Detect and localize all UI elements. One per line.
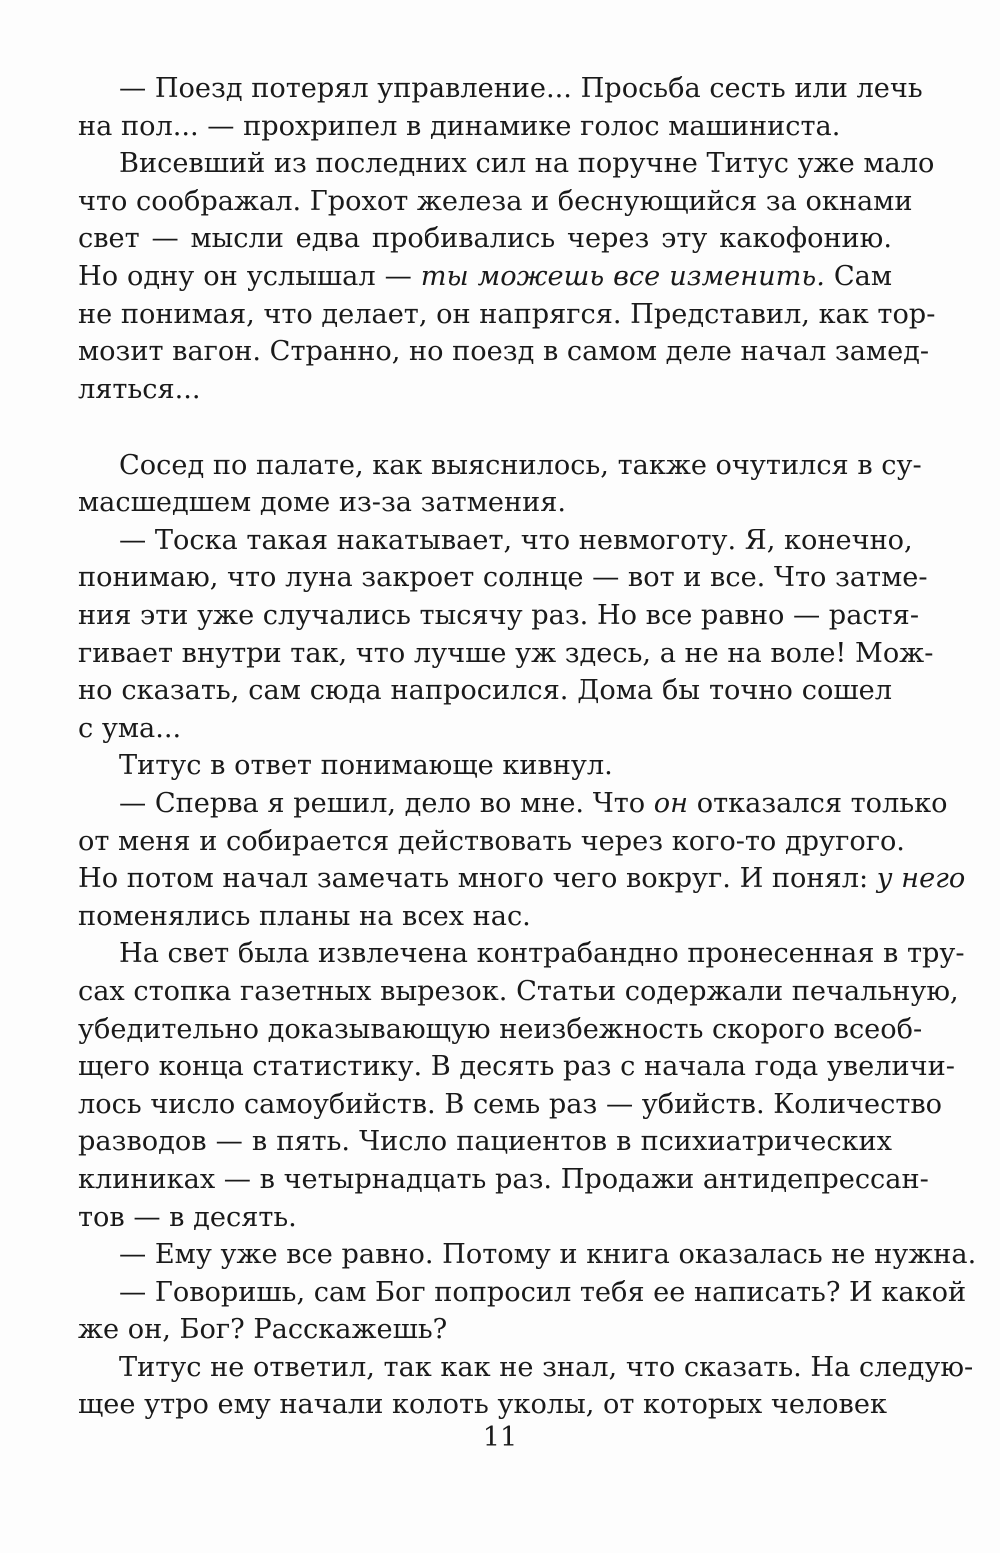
italic-run: у него [876,863,966,895]
text-line [78,70,923,108]
text-line [78,1086,943,1124]
text-run: масшедшем доме из-за затмения. [78,487,566,519]
text-line [78,1161,929,1199]
text-line [78,672,892,710]
paragraph [78,1236,977,1274]
text-line [78,597,920,635]
text-line [78,559,928,597]
text-line [78,1349,974,1387]
text-run: что соображал. Грохот железа и беснующийся за окнами [78,185,913,217]
text-run: Сам [824,260,892,292]
text-line [78,258,892,296]
text-line [78,1011,923,1049]
text-run: на пол... — прохрипел в динамике голос машиниста. [78,110,841,142]
text-run: Титус не ответил, так как не знал, что сказать. На следую- [119,1351,974,1383]
text-run: — Сперва я решил, дело во мне. Что [119,787,654,819]
text-run: — Ему уже все равно. Потому и книга оказалась не нужна. [119,1239,977,1271]
text-run: ляться... [78,373,201,405]
text-line [78,635,934,673]
text-run: На свет была извлечена контрабандно пронесенная в тру- [119,938,965,970]
paragraph [78,447,922,522]
text-run: не понимая, что делает, он напрягся. Представил, как тор- [78,298,936,330]
text-line [78,785,948,823]
text-line [78,1123,892,1161]
text-run: Но одну он услышал — [78,260,421,292]
text-run: Но потом начал замечать много чего вокруг. И понял: [78,863,877,895]
text-line [78,973,959,1011]
paragraph [78,1274,967,1349]
paragraph [78,747,892,785]
text-run: разводов — в пять. Число пациентов в психиатрических [78,1126,892,1158]
text-line [78,522,913,560]
text-run: ния эти уже случались тысячу раз. Но все равно — растя- [78,600,920,632]
paragraph [78,785,966,935]
italic-run: он [653,787,689,819]
text-line [78,1274,967,1312]
text-line [78,823,905,861]
page-number: 11 [482,1422,518,1453]
paragraph [78,522,934,748]
text-line [78,484,892,522]
text-run: — Тоска такая накатывает, что невмоготу. Я, конечно, [119,524,913,556]
text-run: поменялись планы на всех нас. [78,900,531,932]
text-run: Титус в ответ понимающе кивнул. [119,750,613,782]
text-line [78,371,892,409]
text-run: Висевший из последних сил на поручне Титус уже мало [119,148,935,180]
text-run: лось число самоубийств. В семь раз — убийств. Количество [78,1088,943,1120]
text-line [78,1199,892,1237]
text-run: же он, Бог? Расскажешь? [78,1314,448,1346]
text-line [78,1048,955,1086]
text-line [78,935,965,973]
text-line [78,1236,977,1274]
text-run: — Говоришь, сам Бог попросил тебя ее написать? И какой [119,1276,967,1308]
text-line [78,333,930,371]
text-run: Сосед по палате, как выяснилось, также очутился в су- [119,449,922,481]
text-run: убедительно доказывающую неизбежность скорого всеоб- [78,1013,923,1045]
text-line [78,747,892,785]
paragraph [78,145,936,408]
text-line [78,183,913,221]
text-line [78,447,922,485]
text-line [78,898,892,936]
text-run: — Поезд потерял управление... Просьба сесть или лечь [119,73,923,104]
italic-run: ты можешь все изменить. [420,260,825,292]
text-run: свет — мысли едва пробивались через эту какофонию. [78,223,892,255]
text-line [78,145,935,183]
text-run: но сказать, сам сюда напросился. Дома бы точно сошел [78,675,892,707]
text-run: с ума... [78,712,182,744]
paragraph [78,70,923,145]
text-run: клиниках — в четырнадцать раз. Продажи антидепрессан- [78,1163,929,1195]
paragraph [78,1349,974,1424]
text-line [78,296,936,334]
text-run: сах стопка газетных вырезок. Статьи содержали печальную, [78,975,959,1007]
text-line [78,710,892,748]
body-text [78,70,977,1424]
text-line [78,220,892,258]
text-run: понимаю, что луна закроет солнце — вот и все. Что затме- [78,562,928,594]
text-run: мозит вагон. Странно, но поезд в самом деле начал замед- [78,336,930,368]
text-run: тов — в десять. [78,1201,297,1233]
text-run: щее утро ему начали колоть уколы, от которых человек [78,1389,887,1421]
section-break [78,408,892,446]
text-run: от меня и собирается действовать через кого-то другого. [78,825,905,857]
text-line [78,1311,892,1349]
text-line [78,108,892,146]
text-run: щего конца статистику. В десять раз с начала года увеличи- [78,1051,955,1083]
paragraph [78,935,965,1236]
text-run: гивает внутри так, что лучше уж здесь, а не на воле! Мож- [78,637,934,669]
text-line [78,860,966,898]
text-run: отказался только [688,787,948,819]
